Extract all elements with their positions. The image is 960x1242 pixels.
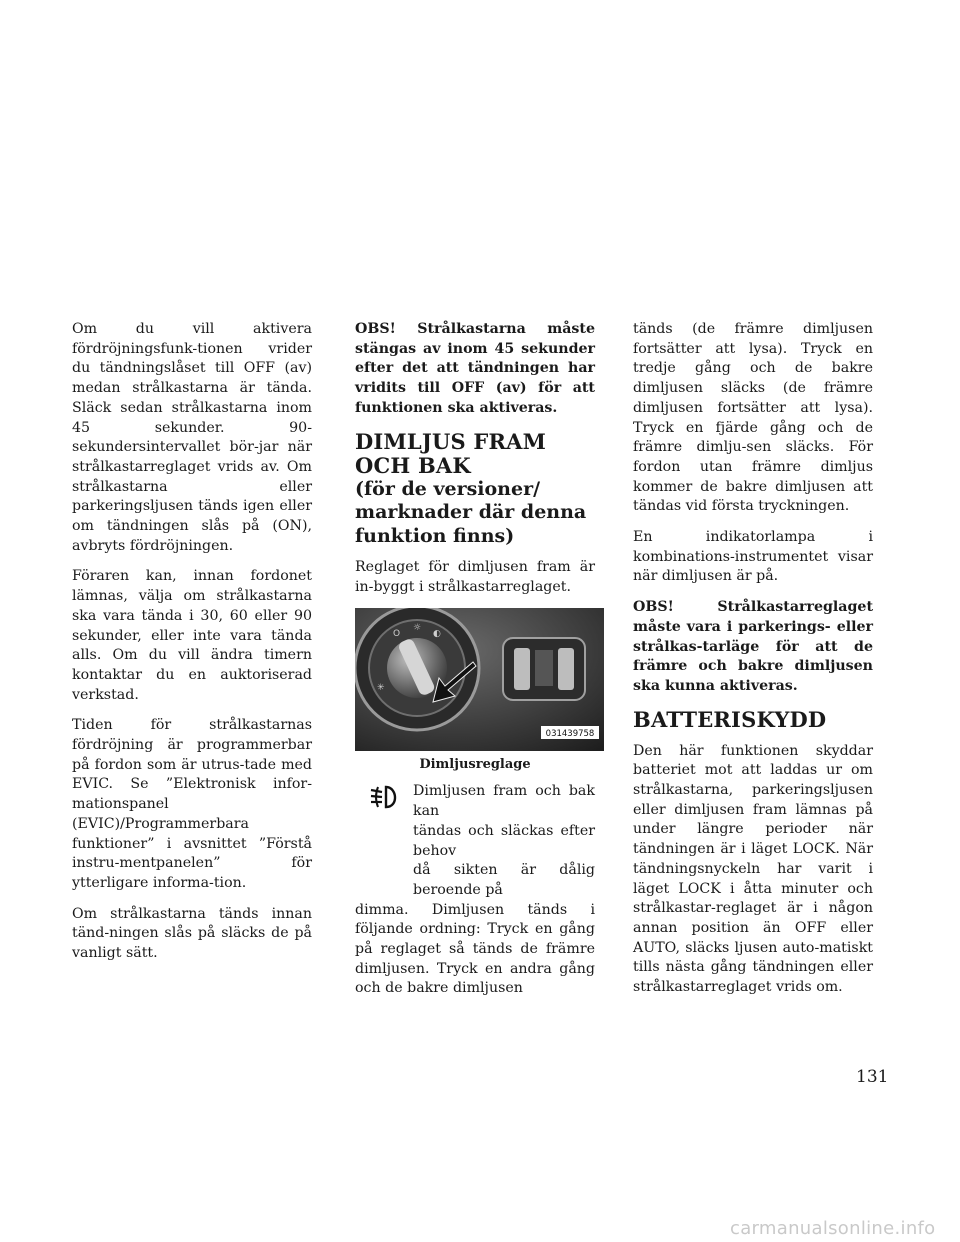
paragraph-driver-choice: Föraren kan, innan fordonet lämnas, välja om strålkastarna ska vara tända i 30, 60 eller 90 sekunder, eller inte vara tända alls. Om du vill ändra timern kontaktar du en auktoriserad verkstad. bbox=[72, 568, 312, 703]
svg-text:◐: ◐ bbox=[433, 629, 441, 640]
heading-fog-lights-sub: (för de versioner/ marknader där denna funktion finns) bbox=[355, 477, 587, 547]
fog-usage-rest: dimma. Dimljusen tänds i följande ordning: Tryck en gång på reglaget så tänds de främre dimljusen. Tryck en andra gång och de bakre dimljusen bbox=[355, 901, 595, 997]
paragraph-delay-activation: Om du vill aktivera fördröjningsfunk-tionen vrider du tändningslåset till OFF (av) medan strålkastarna är tända. Släck sedan strålkastarna inom 45 sekunder. 90-sekundersintervallet bör-jar när strålkastarreglaget vrids av. Om strålkastarna eller parkeringsljusen tänds igen eller om tändningen slås på (ON), avbryts fördröjningen. bbox=[72, 321, 312, 554]
paragraph-fog-usage bbox=[355, 782, 595, 999]
page-number: 131 bbox=[856, 1067, 889, 1087]
figure-code: 031439758 bbox=[545, 729, 595, 740]
paragraph-indicator-lamp: En indikatorlampa i kombinations-instrumentet visar när dimljusen är på. bbox=[633, 529, 873, 585]
column-middle bbox=[355, 320, 595, 999]
paragraph-evic: Tiden för strålkastarnas fördröjning är programmerbar på fordon som är utrus-tade med EVIC. Se ”Elektronisk infor-mationspanel (EVIC)/Programmerbara funktioner” i avsnittet ”Förstå instru-mentpanelen” för ytterligare informa-tion. bbox=[72, 717, 312, 891]
heading-battery-protection: BATTERISKYDD bbox=[633, 706, 827, 732]
heading-fog-lights-title: DIMLJUS FRAM OCH BAK bbox=[355, 428, 547, 478]
fog-usage-line1: Dimljusen fram och bak kan bbox=[413, 783, 595, 820]
fog-light-icon bbox=[369, 783, 403, 811]
paragraph-fog-sequence: tänds (de främre dimljusen fortsätter att lysa). Tryck en tredje gång och de bakre dimljusen släcks (de främre dimljusen fortsätter att lysa). Tryck en fjärde gång och de främre dimlju-sen släcks. För fordon utan främre dimljus kommer de bakre dimljusen att tändas vid första tryckningen. bbox=[633, 321, 873, 515]
fog-switch-photo bbox=[355, 608, 604, 751]
svg-text:O: O bbox=[393, 629, 401, 640]
svg-text:✳: ✳ bbox=[377, 683, 385, 694]
figure-caption: Dimljusreglage bbox=[419, 757, 531, 773]
figure-fog-switch bbox=[355, 608, 604, 751]
paragraph-battery-protection: Den här funktionen skyddar batteriet mot att laddas ur om strålkastarna, parkeringsljusen eller dimljusen fram lämnas på under längre perioder när tändningen är i läget LOCK. När tändningsnyckeln har varit i läget LOCK i åtta minuter och strålkastar-reglaget är i någon annan position än OFF eller AUTO, släcks ljusen auto-matiskt tills nästa gång tändningen eller strålkastarreglaget vrids om. bbox=[633, 742, 873, 996]
svg-text:☼: ☼ bbox=[413, 623, 422, 634]
paragraph-fog-switch: Reglaget för dimljusen fram är in-byggt i strålkastarreglaget. bbox=[355, 559, 595, 595]
note-switch-position: OBS! Strålkastarreglaget måste vara i parkerings- eller strålkas-tarläge för att de främre och bakre dimljusen ska kunna aktiveras. bbox=[633, 599, 873, 694]
paragraph-headlights-before-ignition: Om strålkastarna tänds innan tänd-ningen slås på släcks de på vanligt sätt. bbox=[72, 905, 312, 962]
fog-usage-line2: tändas och släckas efter behov bbox=[413, 822, 595, 859]
note-headlights: OBS! Strålkastarna måste stängas av inom 45 sekunder efter det att tändningen har vridits till OFF (av) för att funktionen ska aktiveras. bbox=[355, 321, 595, 416]
column-right bbox=[633, 320, 873, 1009]
fog-usage-line3: då sikten är dålig beroende på bbox=[413, 862, 595, 898]
heading-fog-lights bbox=[355, 430, 595, 549]
watermark: carmanualsonline.info bbox=[730, 1218, 936, 1239]
column-left bbox=[72, 320, 312, 975]
